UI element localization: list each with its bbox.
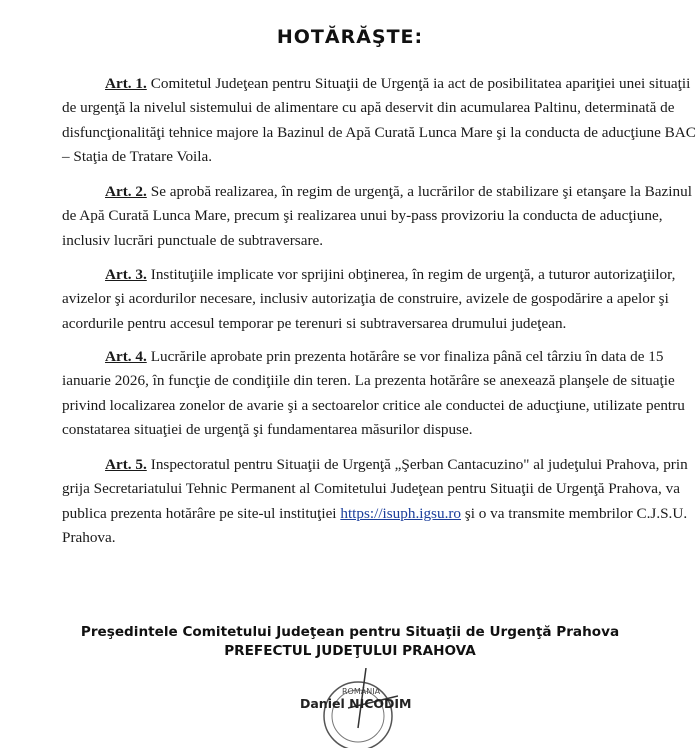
article-4: Art. 4. Lucrările aprobate prin prezenta hotărâre se vor finaliza până cel târziu în data de 15 ianuarie 2026, în funcţie de condiţiile din teren. La prezenta hotărâre se anexează planşele de situaţie privind localizarea zonelor de avarie şi a sectoarelor critice ale conductei de aducţiune, utilizate pentru constatarea situaţiei de urgenţă şi fundamentarea măsurilor dispuse. (62, 348, 685, 438)
signatory-role: PREFECTUL JUDEŢULUI PRAHOVA (224, 643, 476, 659)
article-label: Art. 3. (105, 266, 147, 283)
signature-name: Daniel NICODIM (300, 696, 412, 711)
article-5: Art. 5. Inspectoratul pentru Situaţii de Urgenţă „Şerban Cantacuzino" al judeţului Prahova, prin grija Secretariatului Tehnic Permanent al Comitetului Judeţean pentru Situaţii de Urgenţă Prahova, va publica prezenta hotărâre pe site-ul instituţiei https://isuph.igsu.ro şi o va transmite membrilor C.J.S.U. Prahova. (62, 456, 688, 546)
article-label: Art. 1. (105, 75, 147, 92)
signatory-title: Preşedintele Comitetului Judeţean pentru Situaţii de Urgenţă Prahova (80, 624, 620, 640)
svg-text:ROMÂNIA: ROMÂNIA (342, 687, 381, 696)
article-1: Art. 1. Comitetul Judeţean pentru Situaţii de Urgenţă ia act de posibilitatea apariţiei unei situaţii de urgenţă la nivelul sistemului de alimentare cu apă deservit din acumularea Paltinu, determinată de disfuncţionalităţi tehnice majore la Bazinul de Apă Curată Lunca Mare şi la conducta de aducţiune BAC – Staţia de Tratare Voila. (62, 75, 696, 165)
page-title: HOTĂRĂŞTE: (276, 26, 424, 48)
article-2: Art. 2. Se aprobă realizarea, în regim de urgenţă, a lucrărilor de stabilizare şi etanşare la Bazinul de Apă Curată Lunca Mare, precum şi realizarea unui by-pass provizoriu la conducta de aducţiune, inclusiv lucrări punctuale de subtraversare. (62, 183, 692, 249)
article-label: Art. 4. (105, 348, 147, 365)
isu-website-link[interactable]: https://isuph.igsu.ro (340, 504, 462, 522)
article-label: Art. 5. (105, 456, 147, 473)
article-3: Art. 3. Instituţiile implicate vor sprijini obţinerea, în regim de urgenţă, a tuturor autorizaţiilor, avizelor şi acordurilor necesare, inclusiv autorizaţia de construire, avizele de gospodărire a apelor şi acordurile pentru accesul temporar pe terenuri si subtraversarea drumului judeţean. (62, 266, 676, 332)
article-label: Art. 2. (105, 183, 147, 200)
